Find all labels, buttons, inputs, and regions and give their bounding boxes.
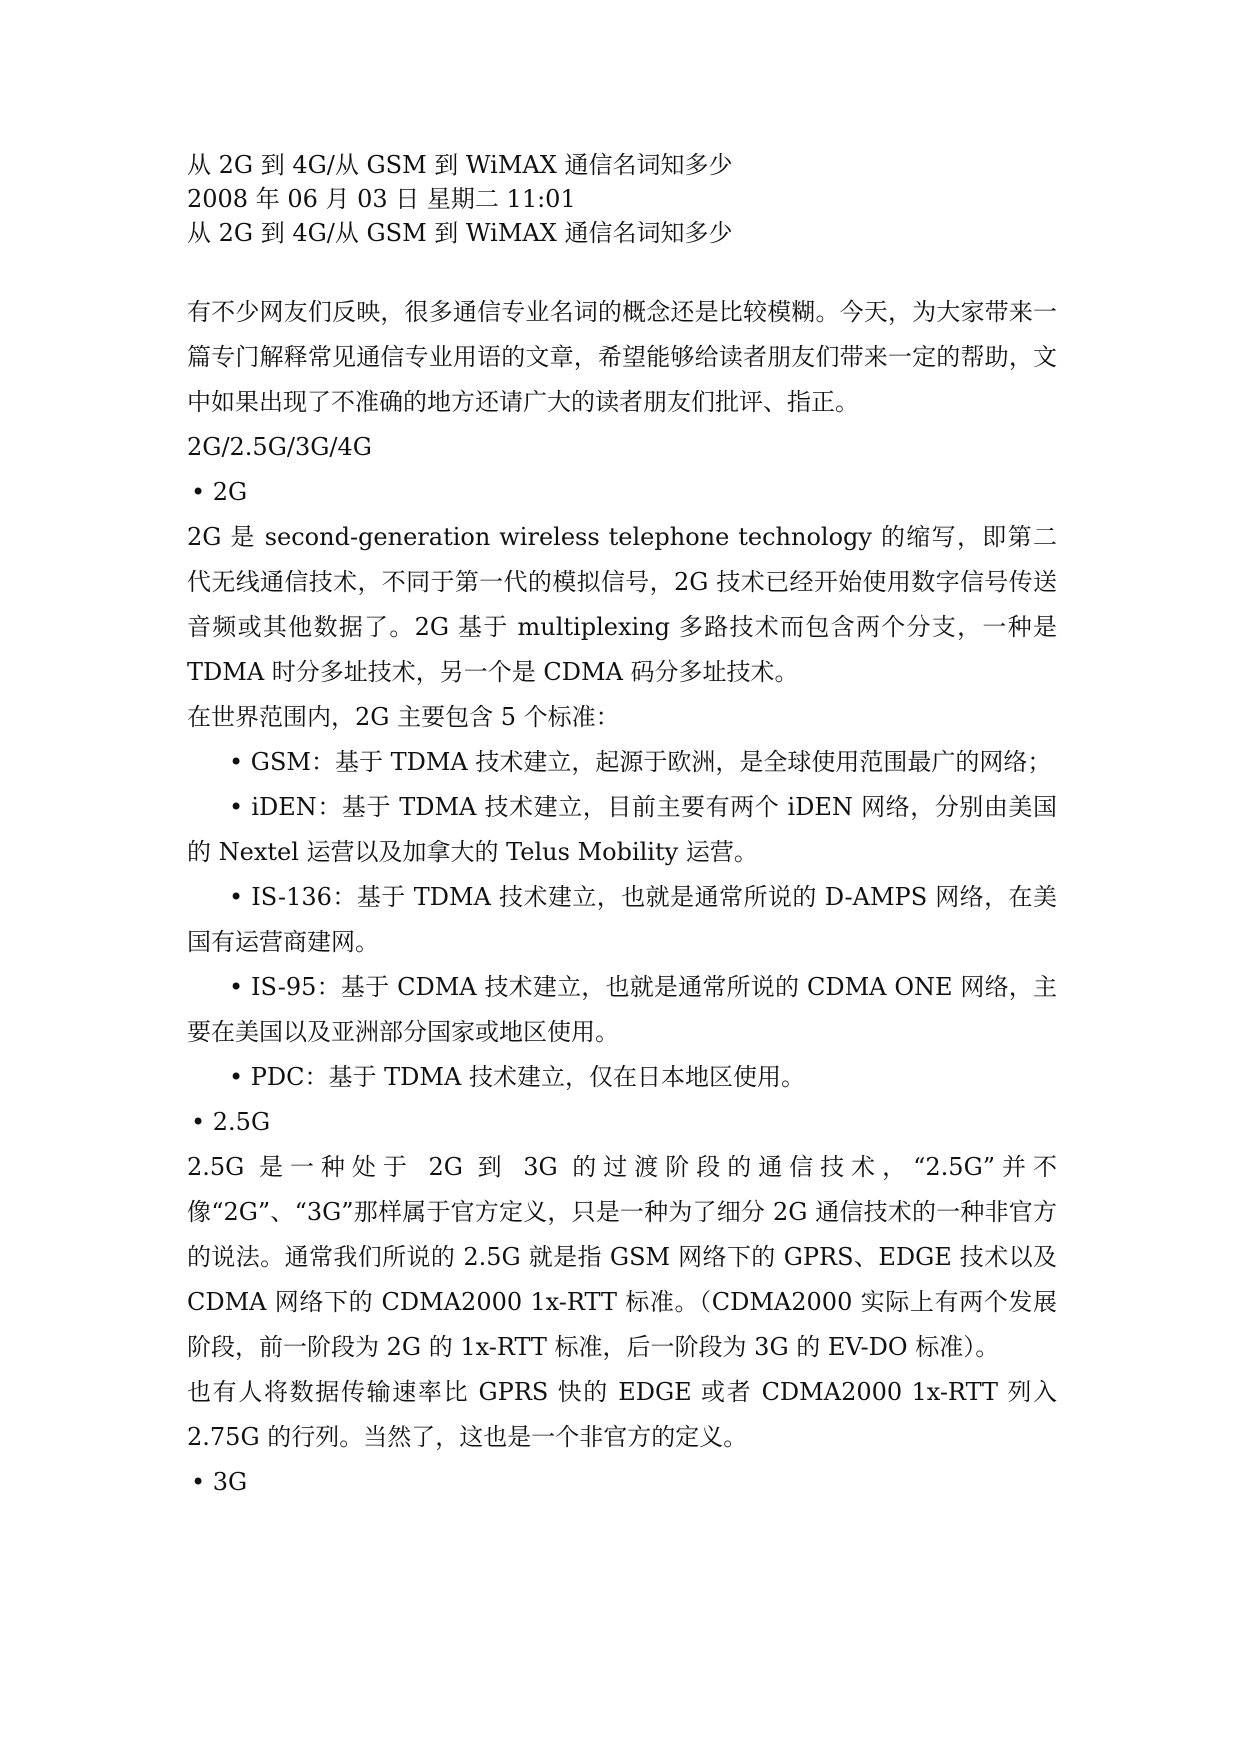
paragraph-2g: 2G 是 second-generation wireless telephone technology 的缩写，即第二代无线通信技术，不同于第一代的模拟信号，2G 技术已经开始使用数字信号传送音频或其他数据了。2G 基于 multiplexing 多路技术而包含两个分支，一种是 TDMA 时分多址技术，另一个是 CDMA 码分多址技术。 (187, 523, 1057, 686)
standard-gsm: • GSM：基于 TDMA 技术建立，起源于欧洲，是全球使用范围最广的网络； (229, 748, 1052, 776)
document-title: 从 2G 到 4G/从 GSM 到 WiMAX 通信名词知多少 (187, 151, 733, 179)
paragraph-2g-standards: 在世界范围内，2G 主要包含 5 个标准： (187, 703, 620, 731)
intro-paragraph: 有不少网友们反映，很多通信专业名词的概念还是比较模糊。今天，为大家带来一篇专门解释常见通信专业用语的文章，希望能够给读者朋友们带来一定的帮助，文中如果出现了不准确的地方还请广大的读者朋友们批评、指正。 (187, 298, 1057, 416)
section-heading: 2G/2.5G/3G/4G (187, 433, 372, 461)
document-subtitle: 从 2G 到 4G/从 GSM 到 WiMAX 通信名词知多少 (187, 219, 733, 247)
bullet-3g: • 3G (191, 1468, 248, 1496)
paragraph-2-5g: 2.5G 是一种处于 2G 到 3G 的过渡阶段的通信技术，“2.5G”并不像“2G”、“3G”那样属于官方定义，只是一种为了细分 2G 通信技术的一种非官方的说法。通常我们所说的 2.5G 就是指 GSM 网络下的 GPRS、EDGE 技术以及 CDMA 网络下的 CDMA2000 1x-RTT 标准。（CDMA2000 实际上有两个发展阶段，前一阶段为 2G 的 1x-RTT 标准，后一阶段为 3G 的 EV-DO 标准）。 (187, 1153, 1057, 1361)
paragraph-2-75g: 也有人将数据传输速率比 GPRS 快的 EDGE 或者 CDMA2000 1x-RTT 列入 2.75G 的行列。当然了，这也是一个非官方的定义。 (187, 1378, 1057, 1451)
standard-is136: • IS-136：基于 TDMA 技术建立，也就是通常所说的 D-AMPS 网络，在美国有运营商建网。 (187, 883, 1057, 956)
standard-iden: • iDEN：基于 TDMA 技术建立，目前主要有两个 iDEN 网络，分别由美国的 Nextel 运营以及加拿大的 Telus Mobility 运营。 (187, 793, 1057, 866)
bullet-2-5g: • 2.5G (191, 1108, 271, 1136)
post-date: 2008 年 06 月 03 日 星期二 11:01 (187, 185, 576, 213)
spacer (187, 250, 1057, 290)
standard-pdc: • PDC：基于 TDMA 技术建立，仅在日本地区使用。 (229, 1063, 805, 1091)
standard-is95: • IS-95：基于 CDMA 技术建立，也就是通常所说的 CDMA ONE 网络，主要在美国以及亚洲部分国家或地区使用。 (187, 973, 1057, 1046)
document-page (187, 148, 1057, 1505)
bullet-2g: • 2G (191, 478, 248, 506)
